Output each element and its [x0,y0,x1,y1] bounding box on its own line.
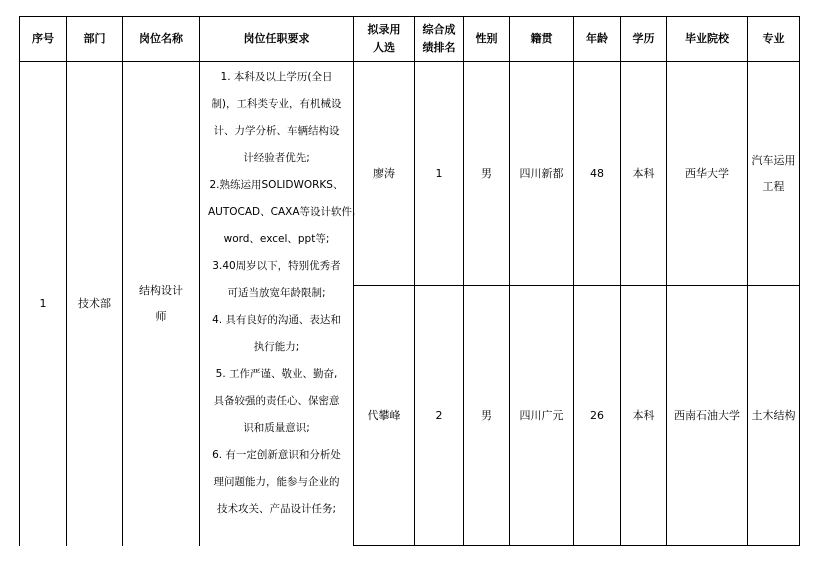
cell-position [123,62,200,546]
cell-candidate-major [748,62,800,286]
cell-candidate-gender: 男 [464,62,510,286]
requirement-line: 5. 工作严谨、敬业、勤奋, [215,368,338,380]
header-position: 岗位名称 [123,17,200,62]
cell-candidate-origin: 四川新都 [510,62,574,286]
cell-candidate-name: 代攀峰 [354,286,415,546]
cell-requirements [200,62,354,546]
requirement-line: 技术攻关、产品设计任务; [216,503,337,515]
requirement-line: word、excel、ppt等; [223,233,330,245]
cell-candidate-school: 西华大学 [667,62,748,286]
header-school: 毕业院校 [667,17,748,62]
requirement-line: 2.熟练运用SOLIDWORKS、 [209,179,344,191]
cell-candidate-rank: 1 [415,62,464,286]
requirement-line: 3.40周岁以下，特别优秀者 [212,260,341,272]
requirement-line: 理问题能力，能参与企业的 [213,476,340,488]
cell-candidate-rank: 2 [415,286,464,546]
major-line-2: 工程 [762,179,785,193]
requirement-line: AUTOCAD、CAXA等设计软件, [208,206,356,218]
header-requirements: 岗位任职要求 [200,17,354,62]
cell-index: 1 [20,62,67,546]
cell-candidate-education: 本科 [621,62,667,286]
header-row [20,17,800,62]
requirement-line: 4. 具有良好的沟通、表达和 [212,314,341,326]
header-rank [415,17,464,62]
header-candidate-line2: 人选 [373,41,395,54]
header-department: 部门 [67,17,123,62]
cell-candidate-education: 本科 [621,286,667,546]
header-education: 学历 [621,17,667,62]
requirement-line: 计、力学分析、车辆结构设 [213,125,340,137]
recruitment-table [19,16,800,546]
requirement-line: 制)，工科类专业，有机械设 [211,98,342,110]
cell-candidate-origin: 四川广元 [510,286,574,546]
requirement-line: 可适当放宽年龄限制; [227,287,326,299]
cell-candidate-school: 西南石油大学 [667,286,748,546]
header-major: 专业 [748,17,800,62]
requirement-line: 执行能力; [253,341,300,353]
header-age: 年龄 [574,17,621,62]
cell-candidate-name: 廖涛 [354,62,415,286]
header-candidate-line1: 拟录用 [367,23,401,36]
major-line-1: 汽车运用 [751,153,796,167]
cell-candidate-major: 土木结构 [748,286,800,546]
cell-candidate-gender: 男 [464,286,510,546]
header-origin: 籍贯 [510,17,574,62]
position-line-2: 师 [155,309,167,323]
header-rank-line2: 绩排名 [422,41,456,54]
requirement-line: 具备较强的责任心、保密意 [213,395,340,407]
cell-candidate-age: 48 [574,62,621,286]
cell-department: 技术部 [67,62,123,546]
requirement-line: 识和质量意识; [243,422,310,434]
position-line-1: 结构设计 [139,283,183,297]
header-candidate [354,17,415,62]
cell-candidate-age: 26 [574,286,621,546]
header-gender: 性别 [464,17,510,62]
header-index: 序号 [20,17,67,62]
header-rank-line1: 综合成 [422,23,456,36]
table-row [20,62,800,286]
requirement-line: 6. 有一定创新意识和分析处 [212,449,341,461]
requirement-line: 计经验者优先; [243,152,310,164]
requirement-line: 1. 本科及以上学历(全日 [220,71,333,83]
